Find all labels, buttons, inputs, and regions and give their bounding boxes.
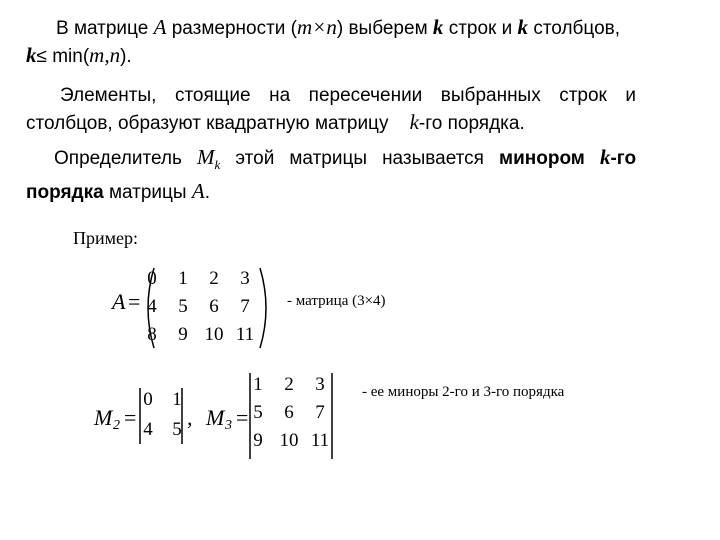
minor-M3-equals: = xyxy=(236,405,249,430)
p3-k: k xyxy=(599,145,611,169)
minor-M3-name: M xyxy=(206,405,225,430)
example-label: Пример: xyxy=(73,228,139,248)
matrix-A-cell: 7 xyxy=(240,296,250,317)
p3-term-order: -го порядка xyxy=(26,148,637,203)
minor-M2-equals: = xyxy=(124,405,137,430)
p3-minor-subscript: k xyxy=(214,156,221,172)
p3-mid2: матрицы xyxy=(108,181,187,203)
matrix-A-equals: = xyxy=(128,289,141,314)
p1-text-choose: ) выберем xyxy=(336,18,428,39)
p2-k: k xyxy=(409,110,419,134)
p3-term-minor: минором xyxy=(499,148,585,169)
minor-M2-cell: 1 xyxy=(172,389,182,410)
minor-M2-cell: 4 xyxy=(143,419,153,440)
matrix-A-cell: 4 xyxy=(147,296,157,317)
matrix-A-cell: 11 xyxy=(235,324,255,345)
minor-M3-cell: 3 xyxy=(315,374,325,395)
p1-text-size: размерности ( xyxy=(171,18,297,39)
minor-M3-cell: 5 xyxy=(253,402,263,423)
minor-M3-cell: 9 xyxy=(253,430,263,451)
matrix-A-cell: 1 xyxy=(178,268,188,289)
minor-M2-subscript: 2 xyxy=(113,418,120,433)
matrix-A-cell: 0 xyxy=(147,268,157,289)
p1-min-end: ). xyxy=(120,46,132,67)
matrix-A-name: A xyxy=(112,289,126,314)
matrix-A-cell: 6 xyxy=(209,296,219,317)
p3-prefix: Определитель xyxy=(54,148,182,169)
p1-k-condition: k xyxy=(26,43,37,67)
p1-text-cols: столбцов, xyxy=(533,18,621,39)
definition-paragraph-2 xyxy=(26,82,636,137)
p2-end: -го порядка. xyxy=(418,113,525,134)
minor-M3-cell: 1 xyxy=(253,374,263,395)
matrix-A-right-paren xyxy=(258,266,274,350)
p1-min-text: ≤ min( xyxy=(36,46,90,67)
p1-k-cols: k xyxy=(517,15,529,39)
p1-text-rows: строк и xyxy=(448,18,513,39)
minor-M3-cell: 7 xyxy=(315,402,325,423)
matrix-A-cell: 8 xyxy=(147,324,157,345)
minor-M3-cell: 10 xyxy=(279,430,299,451)
matrix-A-cell: 5 xyxy=(178,296,188,317)
definition-paragraph-1 xyxy=(26,14,636,70)
minors-comma: , xyxy=(187,405,193,430)
matrix-A-cell: 2 xyxy=(209,268,219,289)
matrix-A-note: - матрица (3×4) xyxy=(287,293,386,309)
p1-matrix-symbol: A xyxy=(153,15,167,39)
minor-M3-cell: 11 xyxy=(310,430,330,451)
minors-note: - ее миноры 2-го и 3-го порядка xyxy=(362,384,565,400)
p1-text-prefix: В матрице xyxy=(56,18,149,39)
minor-M3-cell: 2 xyxy=(284,374,294,395)
definition-paragraph-3 xyxy=(26,144,636,206)
p3-matrix-symbol: A xyxy=(191,178,205,203)
matrix-A-cell: 10 xyxy=(204,324,224,345)
minor-M3-subscript: 3 xyxy=(225,418,232,433)
p3-mid: этой матрицы называется xyxy=(235,148,484,169)
matrix-A-cell: 9 xyxy=(178,324,188,345)
minor-M2-cell: 5 xyxy=(172,419,182,440)
p2-text: Элементы, стоящие на пересечении выбранных строк и столбцов, образуют квадратную матрицу xyxy=(26,85,636,134)
p3-minor-symbol: M xyxy=(197,145,215,169)
p1-k-rows: k xyxy=(432,15,444,39)
matrix-A-cell: 3 xyxy=(240,268,250,289)
p1-mn: m×n xyxy=(297,15,337,39)
p1-min-args: m,n xyxy=(89,43,121,67)
minor-M2-name: M xyxy=(94,405,113,430)
minor-M3-cell: 6 xyxy=(284,402,294,423)
minor-M2-cell: 0 xyxy=(143,389,153,410)
p3-end: . xyxy=(204,181,210,203)
